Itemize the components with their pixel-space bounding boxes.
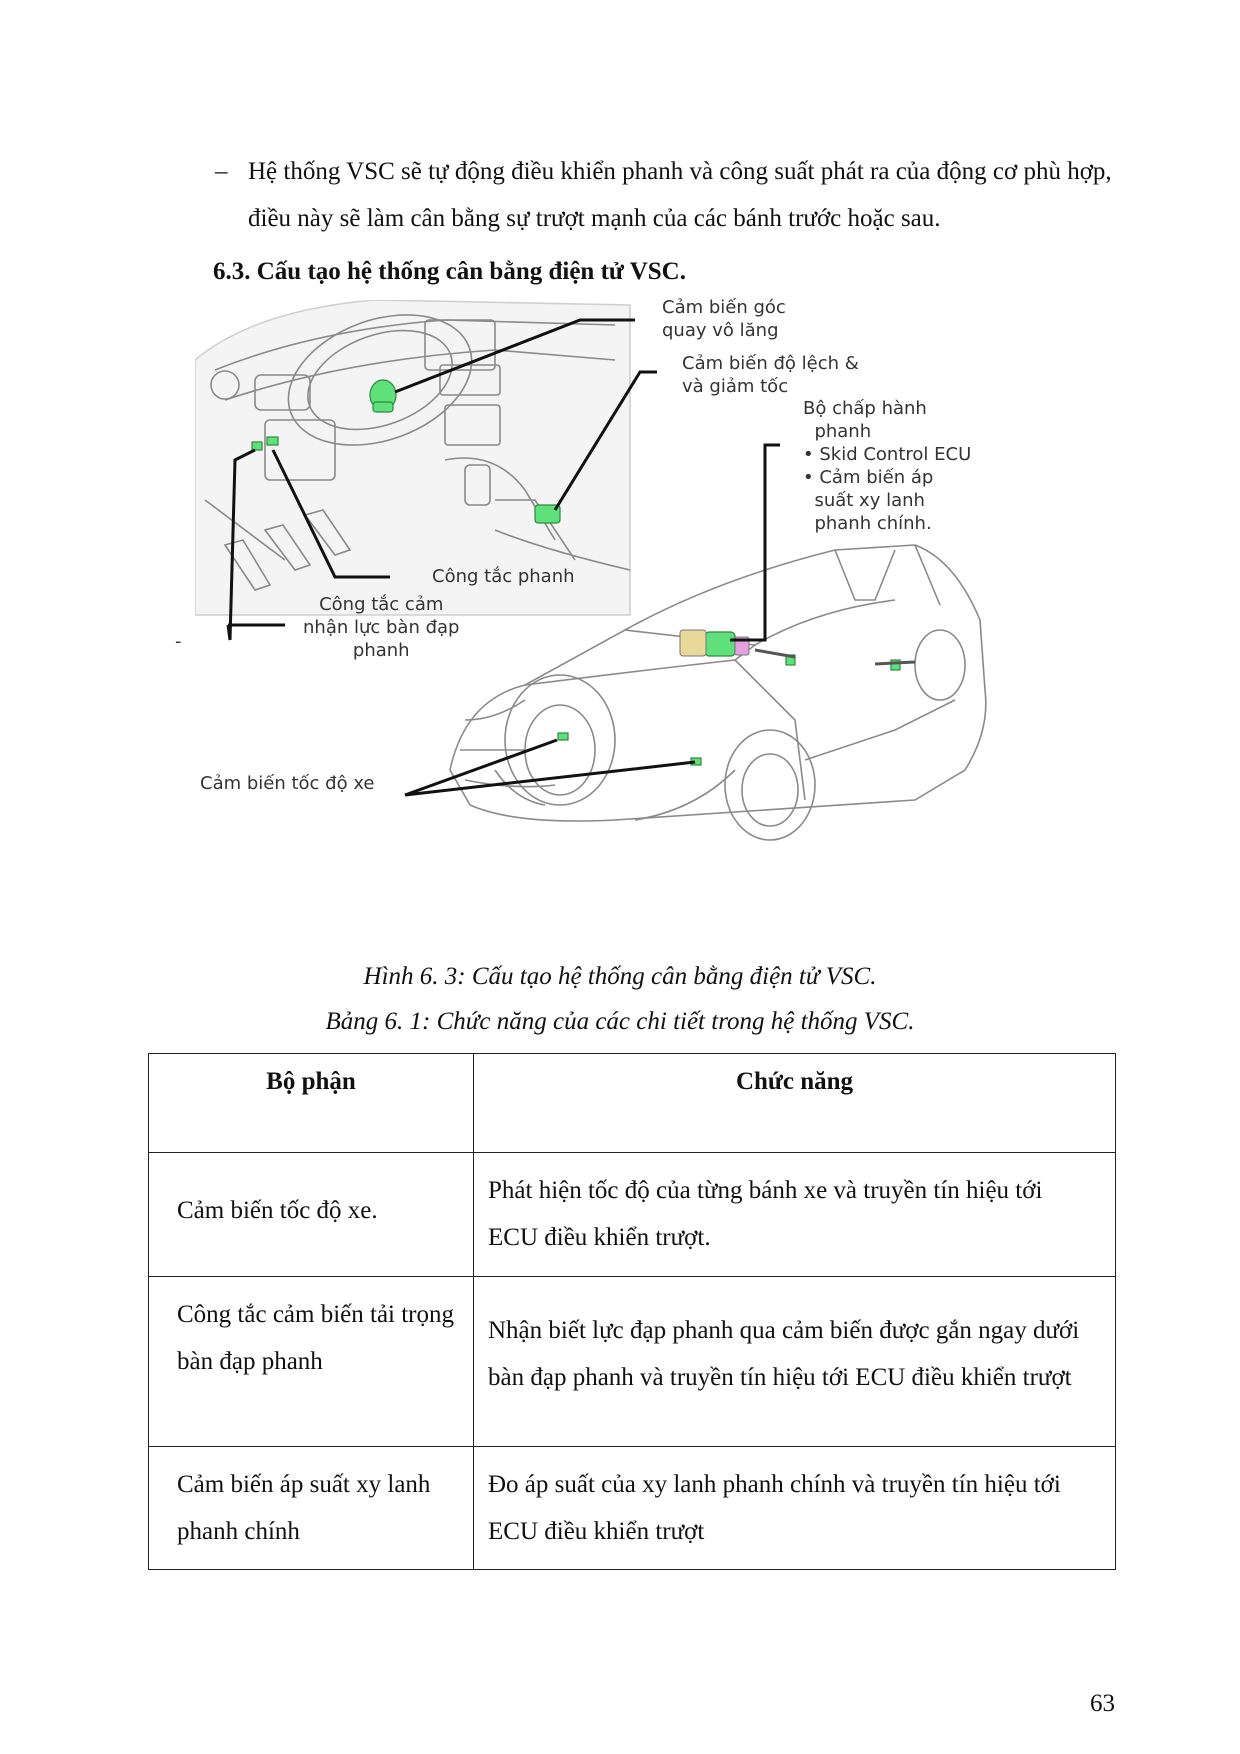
table-header-row bbox=[149, 1054, 1116, 1153]
stray-mark: - bbox=[175, 631, 182, 652]
label-brake-actuator: Bộ chấp hành phanh • Skid Control ECU • Cảm biến áp suất xy lanh phanh chính. bbox=[803, 398, 972, 534]
cell-part: Cảm biến áp suất xy lanh phanh chính bbox=[149, 1447, 474, 1570]
cell-function: Đo áp suất của xy lanh phanh chính và truyền tín hiệu tới ECU điều khiển trượt bbox=[474, 1447, 1116, 1570]
figure-caption: Hình 6. 3: Cấu tạo hệ thống cân bằng điện tử VSC. bbox=[363, 963, 877, 990]
page-number: 63 bbox=[1090, 1690, 1115, 1717]
table-row bbox=[149, 1153, 1116, 1277]
table-caption: Bảng 6. 1: Chức năng của các chi tiết trong hệ thống VSC. bbox=[325, 1008, 915, 1035]
pedal-force-switch bbox=[252, 442, 262, 450]
cell-part: Cảm biến tốc độ xe. bbox=[149, 1153, 474, 1277]
label-stop-switch: Công tắc phanh bbox=[432, 566, 575, 587]
label-yaw-decel-sensor: Cảm biến độ lệch & và giảm tốc bbox=[682, 353, 859, 397]
cell-function: Phát hiện tốc độ của từng bánh xe và truyền tín hiệu tới ECU điều khiển trượt. bbox=[474, 1153, 1116, 1277]
bullet-dash: – bbox=[215, 158, 228, 185]
label-pedal-switch: Công tắc cảm nhận lực bàn đạp phanh bbox=[303, 594, 460, 661]
bullet-paragraph bbox=[215, 148, 1120, 242]
vsc-figure bbox=[175, 297, 1095, 920]
table-row bbox=[149, 1277, 1116, 1447]
brake-actuator bbox=[705, 632, 735, 656]
label-steering-angle-sensor: Cảm biến góc quay vô lăng bbox=[662, 297, 786, 341]
header-part: Bộ phận bbox=[149, 1054, 474, 1153]
function-table bbox=[148, 1053, 1116, 1570]
front-wheel-speed-sensor bbox=[558, 733, 568, 740]
bullet-text: Hệ thống VSC sẽ tự động điều khiển phanh và công suất phát ra của động cơ phù hợp, điều này sẽ làm cân bằng sự trượt mạnh của các bánh trước hoặc sau. bbox=[248, 158, 1112, 232]
label-speed-sensor: Cảm biến tốc độ xe bbox=[200, 773, 375, 794]
cell-part: Công tắc cảm biến tải trọng bàn đạp phanh bbox=[149, 1277, 474, 1447]
table-row bbox=[149, 1447, 1116, 1570]
header-function: Chức năng bbox=[474, 1054, 1116, 1153]
stop-light-switch bbox=[267, 437, 278, 445]
cell-function: Nhận biết lực đạp phanh qua cảm biến được gắn ngay dưới bàn đạp phanh và truyền tín hiệu tới ECU điều khiển trượt bbox=[474, 1277, 1116, 1447]
section-heading: 6.3. Cấu tạo hệ thống cân bằng điện tử VSC. bbox=[213, 258, 686, 285]
